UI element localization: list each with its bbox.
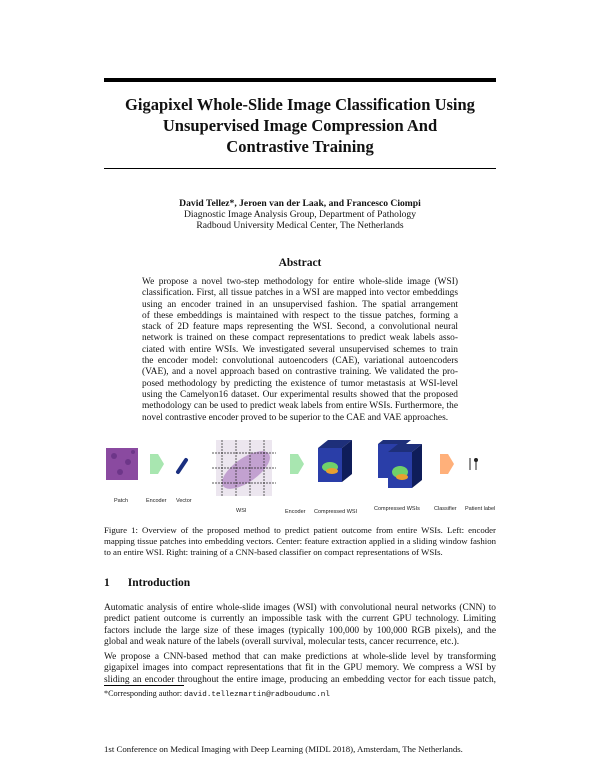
fig-label: Vector [176, 498, 192, 504]
text-line: to an entire WSI. Right: training of a CNN-based classifier on compact representations of WSIs. [104, 546, 443, 557]
text-line: (VAE), and a novel approach based on contrastive training. We validated the pro- [142, 367, 458, 378]
fig-label: Patch [114, 498, 129, 504]
abstract-body [142, 277, 458, 424]
figure-caption [104, 525, 496, 557]
abstract-heading: Abstract [278, 257, 322, 269]
text-line: gigapixel images into compact representations that fit in the GPU memory. We compress a WSI by [104, 663, 496, 674]
text-line: using the Camelyon16 dataset. Our experimental results showed that the proposed [142, 389, 458, 400]
fig-label: Compressed WSI [314, 509, 358, 515]
authors: David Tellez*, Jeroen van der Laak, and Francesco Ciompi [179, 198, 421, 209]
text-line: posed methodology by predicting the existence of tumor metastasis at WSI-level [142, 378, 458, 389]
fig-label: Patient label [465, 506, 496, 512]
fig-label: Encoder [146, 498, 167, 504]
classifier-arrow [440, 454, 454, 474]
footnote-text: *Corresponding author: [104, 689, 185, 698]
text-line: classification. First, all tissue patches in a WSI are mapped into vector embeddings [142, 288, 458, 299]
text-line: sliding an encoder throughout the entire image, producing an embedding vector for each tissue patch, [104, 674, 496, 685]
text-line: global and weak nature of the labels (overall survival, molecular tests, cancer recurrence, etc.). [104, 636, 460, 647]
text-line: of these embeddings is maintained with respect to the tissue patches, forming a [142, 310, 458, 321]
email-link[interactable]: david.tellezmartin@radboudumc.nl [184, 691, 330, 699]
title-rule [104, 168, 496, 169]
intro-paragraph [104, 603, 496, 648]
text-line: Figure 1: Overview of the proposed method to predict patient outcome from entire WSIs. Left: encoder [104, 525, 496, 535]
title-line: Gigapixel Whole-Slide Image Classification Using [125, 95, 475, 114]
fig-label: WSI [236, 508, 247, 514]
affiliation-line: Diagnostic Image Analysis Group, Department of Pathology [183, 209, 417, 220]
encoder-arrow [290, 454, 304, 474]
patient-label-icon [470, 458, 478, 470]
paper-title [104, 94, 496, 157]
text-line: using an encoder trained in an unsupervised fashion. The spatial arrangement [142, 299, 458, 310]
text-line: network is trained on these compact representations to predict weak labels asso- [142, 333, 458, 344]
fig-label: Encoder [285, 509, 306, 515]
text-line: novel contrastive encoder proved to be superior to the CAE and VAE approaches. [142, 412, 449, 423]
footnote-rule [104, 685, 184, 686]
fig-label: Compressed WSIs [374, 506, 420, 512]
text-line: We propose a CNN-based method that can make predictions at whole-slide level by transforming [104, 652, 496, 662]
text-line: factors include the large size of these images (typically 100,000 by 100,000 RGB pixels), and the [104, 625, 496, 636]
text-line: the encoder model: convolutional autoencoders (CAE), variational autoencoders [142, 356, 458, 367]
section-number: 1 [104, 577, 110, 589]
text-line: predict patient outcome is currently an impossible task with the current GPU technology. Limiting [104, 614, 496, 625]
footnote [104, 689, 496, 699]
conference-note: 1st Conference on Medical Imaging with Deep Learning (MIDL 2018), Amsterdam, The Netherlands. [104, 744, 463, 754]
title-line: Contrastive Training [226, 137, 374, 156]
top-rule [104, 78, 496, 82]
vector-glyph [178, 460, 186, 472]
intro-paragraph [104, 652, 496, 686]
encoder-arrow [150, 454, 164, 474]
section-title: Introduction [127, 577, 191, 589]
text-line: methodology can be used to predict weak labels from entire WSIs. Furthermore, the [142, 401, 458, 412]
affiliation-line: Radboud University Medical Center, The Netherlands [196, 220, 404, 231]
text-line: ciated with entire WSIs. We investigated several unsupervised schemes to train [142, 344, 458, 355]
title-line: Unsupervised Image Compression And [162, 116, 438, 135]
text-line: mapping tissue patches into embedding vectors. Center: feature extraction applied in a sliding window fashion [104, 535, 496, 546]
section-heading [104, 577, 208, 589]
text-line: Automatic analysis of entire whole-slide images (WSI) with convolutional neural networks (CNN) to [104, 603, 496, 613]
text-line: We propose a novel two-step methodology for entire whole-slide image (WSI) [142, 277, 458, 287]
fig-label: Classifier [434, 506, 457, 512]
text-line: stack of 2D feature maps representing the WSI. Second, a convolutional neural [142, 322, 458, 333]
